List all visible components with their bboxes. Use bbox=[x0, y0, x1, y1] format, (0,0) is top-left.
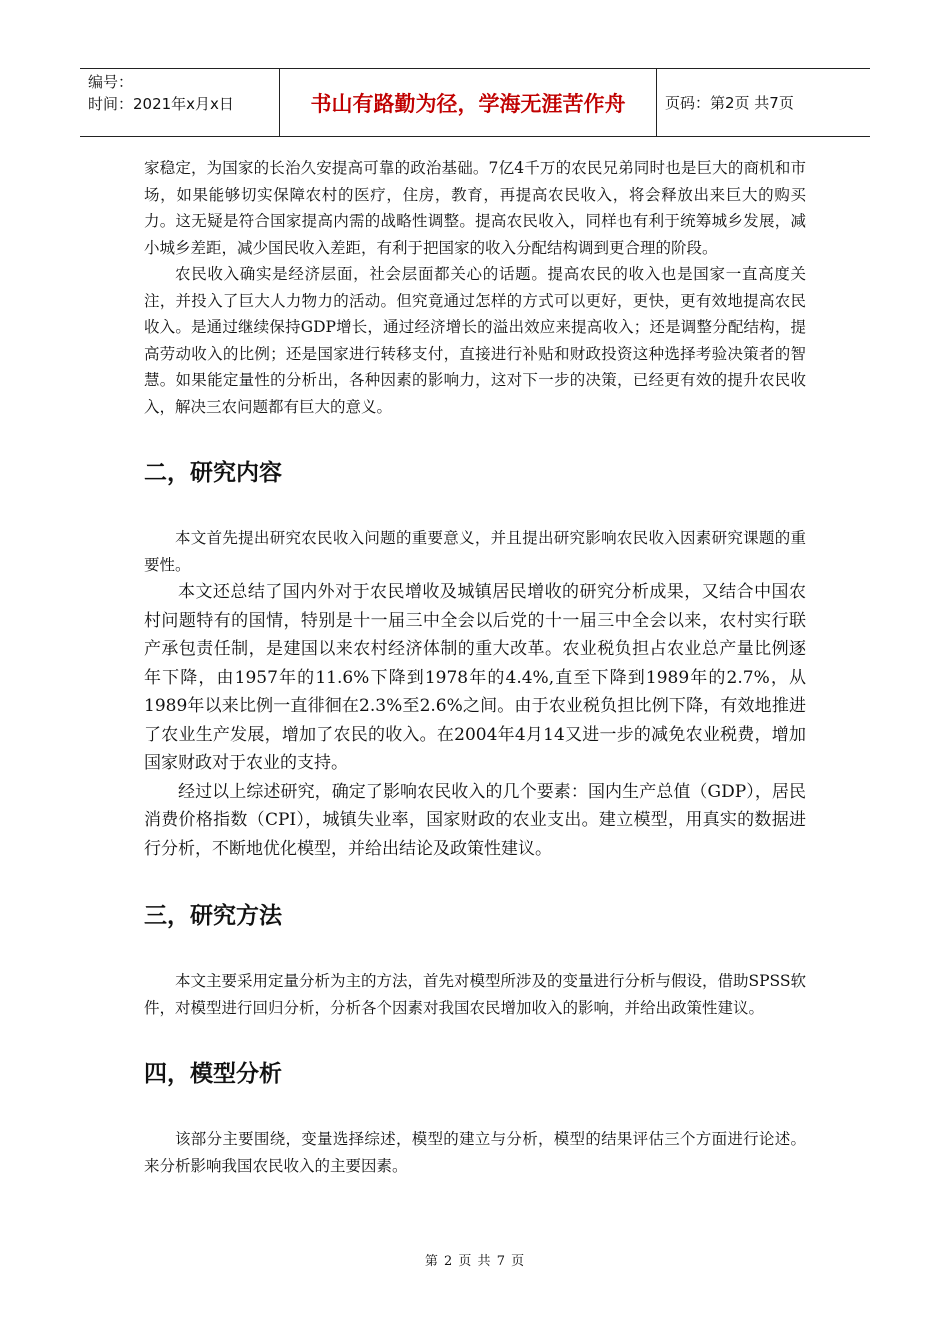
body-paragraph: 经过以上综述研究，确定了影响农民收入的几个要素：国内生产总值（GDP），居民消费价格指数（CPI），城镇失业率，国家财政的农业支出。建立模型，用真实的数据进行分析，不断地优化模型，并给出结论及政策性建议。 bbox=[144, 781, 806, 859]
section-heading: 二，研究内容 bbox=[144, 460, 282, 486]
number-label: 编号： bbox=[88, 73, 134, 91]
page-header bbox=[80, 68, 870, 137]
document-body bbox=[144, 155, 806, 1179]
time-label: 时间：2021年x月x日 bbox=[88, 95, 234, 113]
body-paragraph: 本文主要采用定量分析为主的方法，首先对模型所涉及的变量进行分析与假设，借助SPSS软件，对模型进行回归分析，分析各个因素对我国农民增加收入的影响，并给出政策性建议。 bbox=[144, 972, 807, 1017]
body-paragraph: 农民收入确实是经济层面，社会层面都关心的话题。提高农民的收入也是国家一直高度关注，并投入了巨大人力物力的活动。但究竟通过怎样的方式可以更好，更快，更有效地提高农民收入。是通过继续保持GDP增长，通过经济增长的溢出效应来提高收入；还是调整分配结构，提高劳动收入的比例；还是国家进行转移支付，直接进行补贴和财政投资这种选择考验决策者的智慧。如果能定量性的分析出，各种因素的影响力，这对下一步的决策，已经更有效的提升农民收入，解决三农问题都有巨大的意义。 bbox=[144, 265, 806, 416]
header-meta bbox=[80, 69, 280, 136]
section-heading: 三，研究方法 bbox=[144, 903, 282, 929]
header-page-label: 页码：第2页 共7页 bbox=[665, 94, 794, 112]
body-paragraph: 本文首先提出研究农民收入问题的重要意义，并且提出研究影响农民收入因素研究课题的重要性。 bbox=[144, 529, 806, 574]
page-footer: 第 2 页 共 7 页 bbox=[424, 1254, 526, 1269]
body-paragraph: 家稳定，为国家的长治久安提高可靠的政治基础。7亿4千万的农民兄弟同时也是巨大的商机和市场，如果能够切实保障农村的医疗，住房，教育，再提高农民收入，将会释放出来巨大的购买力。这无疑是符合国家提高内需的战略性调整。提高农民收入，同样也有利于统筹城乡发展，减小城乡差距，减少国民收入差距，有利于把国家的收入分配结构调到更合理的阶段。 bbox=[144, 159, 806, 257]
body-paragraph: 该部分主要围绕，变量选择综述，模型的建立与分析，模型的结果评估三个方面进行论述。来分析影响我国农民收入的主要因素。 bbox=[144, 1130, 806, 1175]
body-paragraph: 本文还总结了国内外对于农民增收及城镇居民增收的研究分析成果，又结合中国农村问题特有的国情，特别是十一届三中全会以后党的十一届三中全会以来，农村实行联产承包责任制，是建国以来农村经济体制的重大改革。农业税负担占农业总产量比例逐年下降，由1957年的11.6%下降到1978年的4.4%,直至下降到1989年的2.7%，从1989年以来比例一直徘徊在2.3%至2.6%之间。由于农业税负担比例下降，有效地推进了农业生产发展，增加了农民的收入。在2004年4月14又进一步的减免农业税费，增加国家财政对于农业的支持。 bbox=[144, 582, 806, 773]
section-heading: 四，模型分析 bbox=[144, 1061, 282, 1087]
header-motto: 书山有路勤为径，学海无涯苦作舟 bbox=[280, 69, 657, 136]
